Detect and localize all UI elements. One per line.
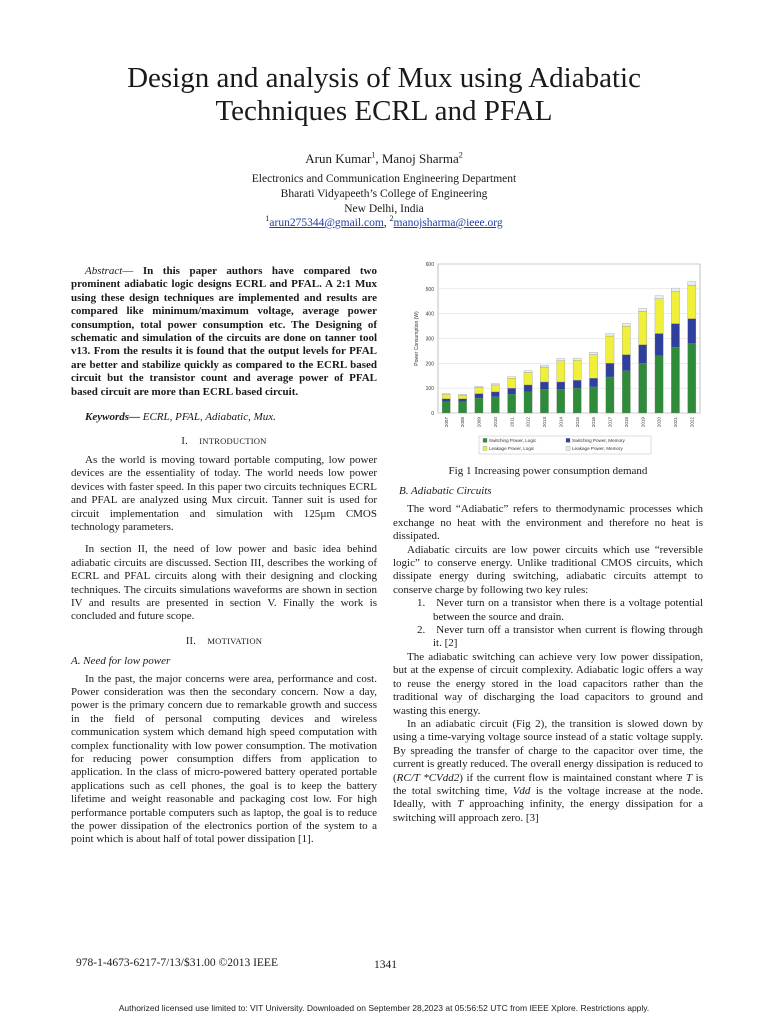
bar-2012-series-4 xyxy=(524,371,532,373)
bar-2018-series-4 xyxy=(622,323,630,326)
bar-2022-series-1 xyxy=(688,343,696,413)
x-tick-label-2019: 2019 xyxy=(640,417,646,428)
p4-var-vdd: Vdd xyxy=(512,784,531,797)
bar-2015-series-2 xyxy=(573,380,581,388)
figure-1-caption: Fig 1 Increasing power consumption demand xyxy=(448,465,648,477)
keywords xyxy=(71,411,377,424)
left-column xyxy=(71,265,377,856)
bar-2010-series-2 xyxy=(491,392,499,397)
abstract xyxy=(71,265,377,399)
bar-2020-series-3 xyxy=(655,299,663,334)
section-2-title: MOTIVATION xyxy=(207,635,263,646)
x-tick-label-2012: 2012 xyxy=(525,417,531,428)
x-tick-label-2016: 2016 xyxy=(591,417,597,428)
right-column xyxy=(393,485,703,834)
bar-2020-series-4 xyxy=(655,296,663,299)
bar-2009-series-4 xyxy=(475,386,483,387)
bar-2022-series-4 xyxy=(688,282,696,285)
power-chart xyxy=(410,256,710,461)
bar-2009-series-2 xyxy=(475,394,483,398)
adiabatic-paragraph-4 xyxy=(393,718,703,825)
author-1-sup: 1 xyxy=(371,150,376,160)
legend-swatch-3 xyxy=(483,446,487,450)
section-1-num: I. xyxy=(181,436,188,448)
p4-text-5: approaching infinity, the energy dissipation for a switching will approach zero. [3] xyxy=(393,798,703,824)
title-line-2: Techniques ECRL and PFAL xyxy=(215,95,553,127)
bar-2014-series-2 xyxy=(557,382,565,389)
x-tick-label-2013: 2013 xyxy=(542,417,548,428)
subsection-b-heading: B. Adiabatic Circuits xyxy=(399,485,492,497)
bar-2019-series-2 xyxy=(639,345,647,364)
rule-1-num: 1. xyxy=(417,597,426,610)
legend-label-3: Leakage Power, Logic xyxy=(489,446,535,451)
keywords-label: Keywords— xyxy=(85,411,140,424)
bar-2014-series-3 xyxy=(557,361,565,382)
bar-2017-series-4 xyxy=(606,334,614,336)
p4-text-4: is the voltage increase at the node. Ideally, with xyxy=(393,784,703,811)
bar-2008-series-2 xyxy=(458,399,466,402)
rule-2-text: Never turn off a transistor when current is flowing through it. [2] xyxy=(433,624,704,650)
bar-2016-series-2 xyxy=(589,378,597,387)
bar-2015-series-4 xyxy=(573,358,581,360)
need-paragraph: In the past, the major concerns were area, performance and cost. Power consideration was then the secondary concern. Now a day, power is the primary concern due to remarkable growth and success in the field of personal computing devices and wireless communication system which demand high speed computation with complex functionality with low power consumption. The motivation for reducing power consumption differs from application to application. In the class of micro-powered battery operated portable applications such as cell phones, the goal is to keep the battery lifetime and weight reasonable and packaging cost low. For high performance portable computers such as laptop, the goal is to reduce the power dissipation of the electronics portion of the system to a point which is about half of total power dissipation [1]. xyxy=(71,672,377,846)
bar-2017-series-2 xyxy=(606,363,614,377)
bar-2010-series-3 xyxy=(491,385,499,392)
x-tick-label-2015: 2015 xyxy=(574,417,580,428)
x-tick-label-2014: 2014 xyxy=(558,417,564,428)
legend-label-1: Switching Power, Logic xyxy=(489,438,537,443)
section-2-num: II. xyxy=(185,635,197,647)
bar-2021-series-3 xyxy=(671,291,679,323)
y-tick-label-0: 0 xyxy=(431,411,434,417)
author-line xyxy=(140,152,628,166)
x-tick-label-2009: 2009 xyxy=(476,417,482,428)
affiliation-city: New Delhi, India xyxy=(344,203,424,215)
bar-2012-series-1 xyxy=(524,392,532,413)
x-tick-label-2007: 2007 xyxy=(443,417,449,428)
bar-2010-series-1 xyxy=(491,397,499,413)
affiliation-dept: Electronics and Communication Engineering Department xyxy=(251,173,517,185)
bar-2007-series-3 xyxy=(442,394,450,398)
bar-2017-series-3 xyxy=(606,336,614,363)
footer-isbn: 978-1-4673-6217-7/13/$31.00 ©2013 IEEE xyxy=(76,957,278,969)
bar-2021-series-1 xyxy=(671,347,679,413)
p4-var-t2: T xyxy=(457,798,464,811)
x-tick-label-2018: 2018 xyxy=(623,417,629,428)
legend-swatch-4 xyxy=(566,446,570,450)
y-axis-label: Power Consumption (W) xyxy=(414,311,420,366)
bar-2017-series-1 xyxy=(606,377,614,413)
subsection-a-heading: A. Need for low power xyxy=(71,655,171,668)
y-tick-label-200: 200 xyxy=(425,361,434,368)
author-2-sup: 2 xyxy=(458,150,463,160)
keywords-text: ECRL, PFAL, Adiabatic, Mux. xyxy=(140,411,276,424)
bar-2014-series-1 xyxy=(557,389,565,413)
rule-1-text: Never turn on a transistor when there is a voltage potential between the source and drain. xyxy=(433,597,704,623)
abstract-dash: — xyxy=(122,265,143,277)
p4-formula: RC/T *CVdd2 xyxy=(396,771,460,784)
adiabatic-paragraph-3: The adiabatic switching can achieve very low power dissipation, but at the expense of circuit complexity. Adiabatic logic offers a way to reuse the energy stored in the load capacitors rather than the traditional way of discharging the load capacitors to ground and wasting this energy. xyxy=(393,650,703,717)
bar-2013-series-4 xyxy=(540,365,548,367)
bar-2020-series-1 xyxy=(655,356,663,413)
bar-2011-series-1 xyxy=(508,394,516,413)
author-2: Manoj Sharma xyxy=(381,151,459,166)
legend-label-4: Leakage Power, Memory xyxy=(572,446,623,451)
email-1-link[interactable]: arun275344@gmail.com xyxy=(269,217,384,229)
y-tick-label-600: 600 xyxy=(425,262,434,268)
bar-2018-series-2 xyxy=(622,355,630,371)
footer-page-number: 1341 xyxy=(374,959,397,971)
bar-2013-series-3 xyxy=(540,367,548,382)
email-2-link[interactable]: manojsharma@ieee.org xyxy=(393,217,503,229)
x-tick-label-2008: 2008 xyxy=(460,417,466,428)
email-2-sup: 2 xyxy=(389,214,394,224)
bar-2018-series-3 xyxy=(622,326,630,355)
bar-2012-series-2 xyxy=(524,385,532,392)
y-tick-label-100: 100 xyxy=(425,386,434,393)
author-1: Arun Kumar xyxy=(305,151,372,166)
bar-2011-series-3 xyxy=(508,378,516,388)
paper-title xyxy=(60,62,708,128)
legend-swatch-2 xyxy=(566,438,570,442)
bar-2013-series-1 xyxy=(540,389,548,413)
email-1-sup: 1 xyxy=(265,214,270,224)
bar-2009-series-3 xyxy=(475,387,483,393)
bar-2019-series-3 xyxy=(639,311,647,345)
bar-2022-series-2 xyxy=(688,319,696,344)
section-1-title: INTRODUCTION xyxy=(199,436,267,447)
x-tick-label-2010: 2010 xyxy=(492,417,498,428)
bar-2021-series-2 xyxy=(671,324,679,348)
bar-2016-series-3 xyxy=(589,355,597,379)
abstract-label: Abstract xyxy=(85,265,123,277)
rule-2 xyxy=(393,624,703,651)
x-tick-label-2017: 2017 xyxy=(607,417,613,428)
footer-authorization: Authorized licensed use limited to: VIT University. Downloaded on September 28,2023 at 05:56:52 UTC from IEEE Xplore. Restrictions apply. xyxy=(118,1003,650,1013)
affiliation-college: Bharati Vidyapeeth’s College of Engineering xyxy=(280,188,488,200)
bar-2013-series-2 xyxy=(540,382,548,389)
bar-2016-series-1 xyxy=(589,387,597,413)
legend-swatch-1 xyxy=(483,438,487,442)
x-tick-label-2021: 2021 xyxy=(673,417,679,428)
p4-text-2: ) if the current flow is maintained constant where xyxy=(459,771,686,784)
y-tick-label-400: 400 xyxy=(425,311,434,318)
bar-2019-series-1 xyxy=(639,363,647,413)
p4-text-1: In an adiabatic circuit (Fig 2), the transition is slowed down by using a time-varying voltage source instead of a static voltage supply. By spreading the transfer of charge to the capacitor over time, the current is greatly reduced. The overall energy dissipation is reduced to ( xyxy=(393,717,703,784)
rule-1 xyxy=(393,597,703,624)
intro-paragraph-1: As the world is moving toward portable computing, low power devices are the essentiality of today. The world needs low power devices with faster speed. In this paper two circuits techniques ECRL and PFAL are analyzed using Mux circuit. Tanner suit is used for circuit implementation and simulation with 125µm CMOS technology parameters. xyxy=(71,453,377,533)
bar-2007-series-1 xyxy=(442,402,450,413)
x-tick-label-2011: 2011 xyxy=(509,417,515,427)
bar-2009-series-1 xyxy=(475,398,483,413)
x-tick-label-2020: 2020 xyxy=(656,417,662,428)
p4-text-3: is the total switching time, xyxy=(393,771,703,797)
email-sep: , xyxy=(383,217,390,229)
legend-label-2: Switching Power, Memory xyxy=(572,438,625,443)
p4-var-t: T xyxy=(686,771,693,784)
bar-2010-series-4 xyxy=(491,384,499,385)
figure-1 xyxy=(410,256,710,461)
bar-2022-series-3 xyxy=(688,285,696,319)
email-line xyxy=(140,216,628,230)
bar-2015-series-3 xyxy=(573,360,581,380)
y-tick-label-500: 500 xyxy=(425,286,434,293)
bar-2021-series-4 xyxy=(671,288,679,291)
bar-2008-series-4 xyxy=(458,394,466,395)
intro-paragraph-2: In section II, the need of low power and basic idea behind adiabatic circuits are discussed. Section III, describes the working of ECRL and PFAL circuits along with their designing and clocking techniques. The circuits simulations waveforms are shown in section IV and results are presented in section V. Finally the work is concluded and future scope. xyxy=(71,543,377,623)
bar-2015-series-1 xyxy=(573,388,581,413)
bar-2008-series-3 xyxy=(458,395,466,399)
author-sep: , xyxy=(375,151,382,166)
bar-2007-series-4 xyxy=(442,394,450,395)
bar-2020-series-2 xyxy=(655,334,663,356)
adiabatic-paragraph-2: Adiabatic circuits are low power circuits which use “reversible logic” to conserve energy. Unlike traditional CMOS circuits, which dissipate energy during switching, adiabatic circuits attempt to conserve charge by following two key rules: xyxy=(393,543,703,596)
section-2-heading xyxy=(71,635,377,648)
x-tick-label-2022: 2022 xyxy=(689,417,695,428)
bar-2019-series-4 xyxy=(639,308,647,311)
bar-2014-series-4 xyxy=(557,359,565,361)
bar-2007-series-2 xyxy=(442,399,450,402)
bar-2008-series-1 xyxy=(458,402,466,413)
section-1-heading xyxy=(71,435,377,448)
bar-2011-series-2 xyxy=(508,388,516,394)
abstract-text: In this paper authors have compared two prominent adiabatic logic designs ECRL and PFAL. A 2:1 Mux using these design techniques are implemented and results are compared like minimum/maximum voltage, average power consumption, total power consumption etc. The Designing of schematic and simulation of the circuits are done on tanner tool v13. From the results it is found that the output levels for PFAL are better and stabilize quickly as compared to the ECRL based circuit but the transistor count and average power of PFAL based circuit are more than ECRL based circuit. xyxy=(71,265,377,398)
title-line-1: Design and analysis of Mux using Adiabatic xyxy=(127,62,641,94)
bar-2012-series-3 xyxy=(524,373,532,385)
bar-2018-series-1 xyxy=(622,371,630,413)
adiabatic-paragraph-1: The word “Adiabatic” refers to thermodynamic processes which exchange no heat with the environment and therefore no heat is dissipated. xyxy=(393,503,703,543)
rule-2-num: 2. xyxy=(417,624,426,637)
bar-2016-series-4 xyxy=(589,352,597,354)
y-tick-label-300: 300 xyxy=(425,336,434,343)
bar-2011-series-4 xyxy=(508,377,516,378)
